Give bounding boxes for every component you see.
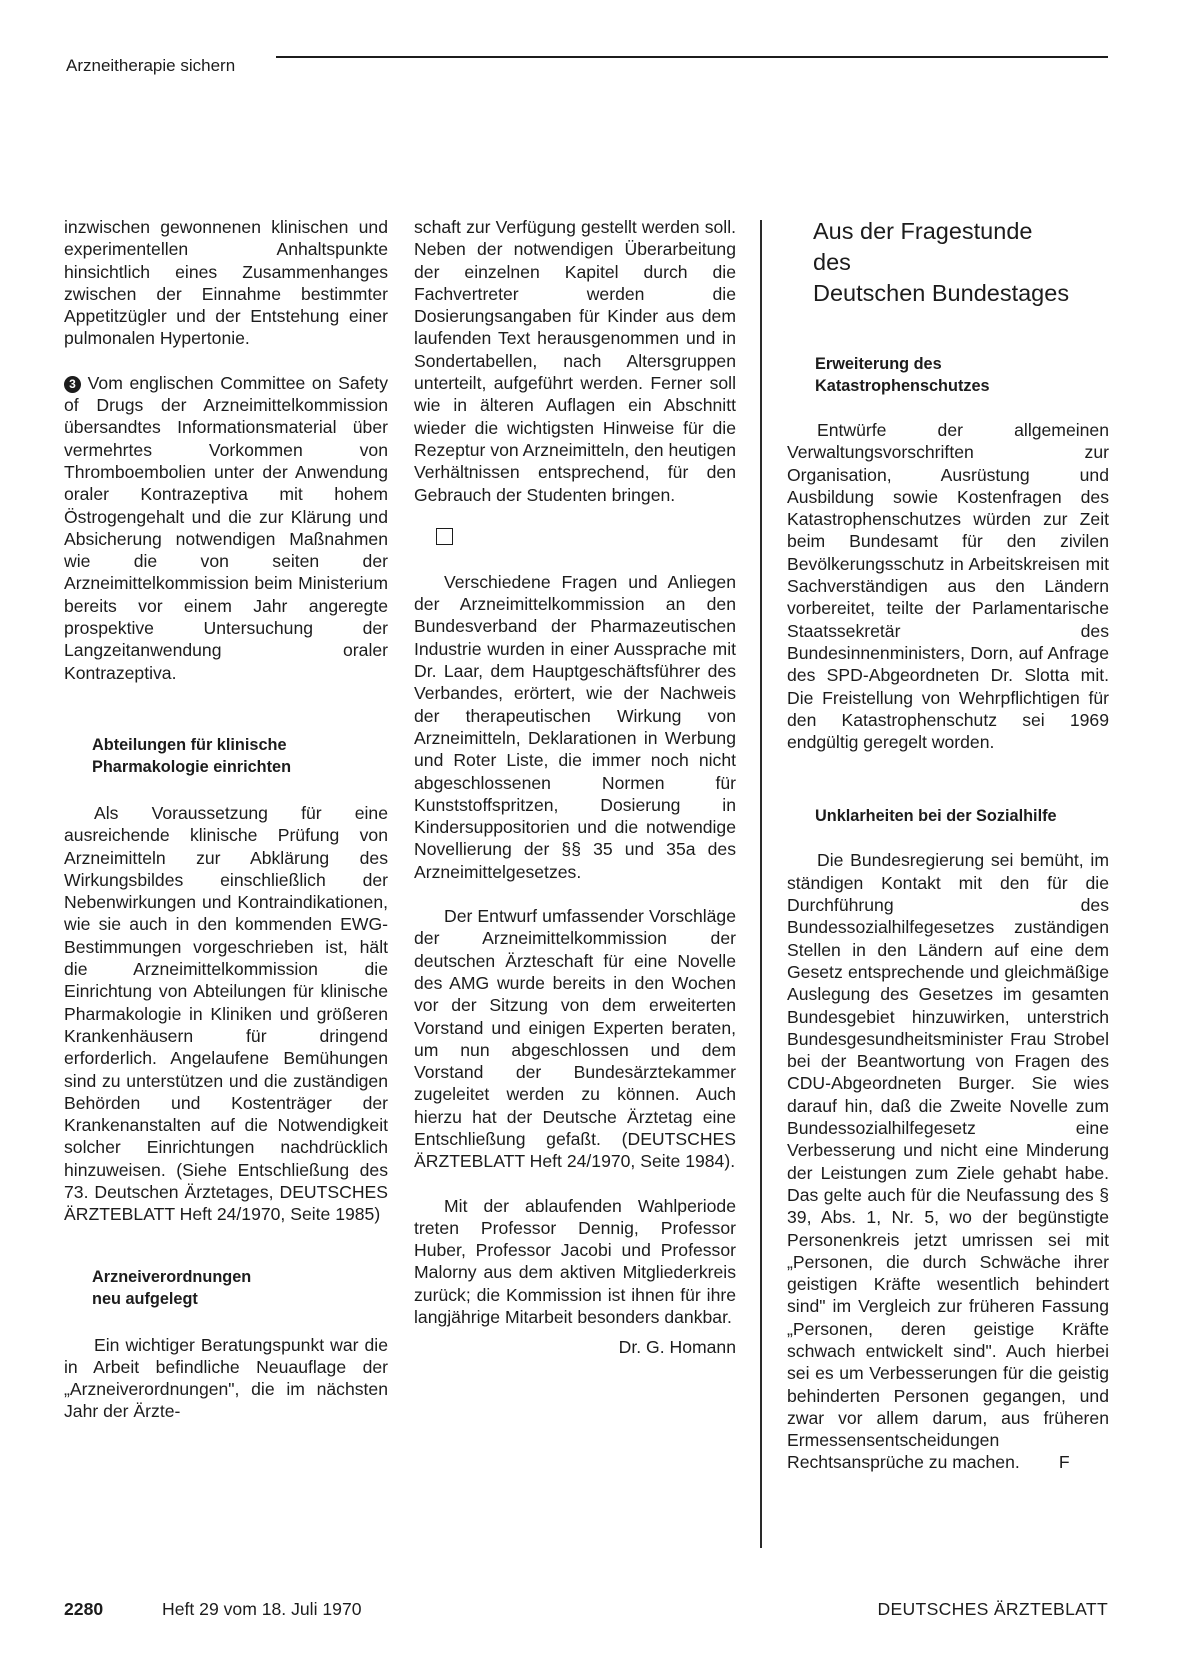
header-rule [276,56,1108,58]
column-1 [64,216,388,1423]
col1-paragraph-2-wrap [64,372,388,684]
col2-paragraph-1: schaft zur Verfügung gestellt werden soll. Neben der notwendigen Überarbeitung der einzelnen Kapitel durch die Fachvertreter werden die Dosierungsangaben für Kinder aus dem laufenden Text herausgenommen und in Sondertabellen, nach Altersgruppen unterteilt, aufgeführt werden. Ferner soll wie in älteren Auflagen ein Abschnitt wieder die wichtigsten Hinweise für die Rezeptur von Arzneimitteln, den heutigen Verhältnissen entsprechend, für den Gebrauch der Studenten bringen. [414,217,736,505]
col3-heading-1: Erweiterung des Katastrophenschutzes [815,355,990,395]
numbered-marker-icon: 3 [64,376,81,393]
col2-paragraph-3: Der Entwurf umfassender Vorschläge der Arzneimittelkommission der deutschen Ärzteschaft für eine Novelle des AMG wurde bereits in den Wochen vor der Sitzung von dem erweiterten Vorstand und einigen Experten beraten, um nun abgeschlossen und dem Vorstand der Bundesärztekammer zugeleitet werden zu können. Auch hierzu hat der Deutsche Ärztetag eine Entschließung gefaßt. (DEUTSCHES ÄRZTEBLATT Heft 24/1970, Seite 1984). [414,906,736,1172]
column-3 [787,216,1109,1474]
header-title: Arzneitherapie sichern [66,56,236,75]
column-divider [760,220,762,1548]
col3-heading-2: Unklarheiten bei der Sozialhilfe [815,807,1057,826]
issue-info: Heft 29 vom 18. Juli 1970 [162,1599,362,1619]
col3-paragraph-1: Entwürfe der allgemeinen Verwaltungsvorschriften zur Organisation, Ausrüstung und Ausbildung sowie Kostenfragen des Katastrophenschutzes würden zur Zeit beim Bundesamt für den zivilen Bevölkerungsschutz in Arbeitskreisen mit Sachverständigen aus den Ländern vorbereitet, teilte der Parlamentarische Staatssekretär des Bundesinnenministers, Dorn, auf Anfrage des SPD-Abgeordneten Dr. Slotta mit. Die Freistellung von Wehrpflichtigen für den Katastrophenschutz sei 1969 endgültig geregelt worden. [787,420,1109,753]
col1-paragraph-1: inzwischen gewonnenen klinischen und experimentellen Anhaltspunkte hinsichtlich eines Zusammenhanges zwischen der Einnahme bestimmter Appetitzügler und der Entstehung einer pulmonalen Hypertonie. [64,217,388,349]
running-header [66,56,1108,80]
section-title: Aus der Fragestunde des Deutschen Bundestages [813,218,1070,306]
col1-paragraph-3: Als Voraussetzung für eine ausreichende klinische Prüfung von Arzneimitteln zur Abklärung des Wirkungsbildes einschließlich der Nebenwirkungen und Kontraindikationen, wie sie auch in den kommenden EWG-Bestimmungen vorgeschrieben ist, hält die Arzneimittelkommission die Einrichtung von Abteilungen für klinische Pharmakologie in Kliniken und größeren Krankenhäusern für dringend erforderlich. Angelaufene Bemühungen sind zu unterstützen und die zuständigen Behörden und Kostenträger der Krankenanstalten auf die Notwendigkeit solcher Einrichtungen nachdrücklich hinzuweisen. (Siehe Entschließung des 73. Deutschen Ärztetages, DEUTSCHES ÄRZTEBLATT Heft 24/1970, Seite 1985) [64,802,388,1225]
col3-paragraph-2: Die Bundesregierung sei bemüht, im ständigen Kontakt mit den für die Durchführung des Bundessozialhilfegesetzes zuständigen Stellen in den Ländern auf eine dem Gesetz entsprechende und gleichmäßige Auslegung des Gesetzes im gesamten Bundesgebiet hinzuwirken, unterstrich Bundesgesundheitsminister Frau Strobel bei der Beantwortung von Fragen des CDU-Abgeordneten Burger. Sie wies darauf hin, daß die Zweite Novelle zum Bundessozialhilfegesetz eine Verbesserung und nicht eine Minderung der Leistungen zum Ziele gehabt habe. Das gelte auch für die Neufassung des § 39, Abs. 1, Nr. 5, wo der begünstigte Personenkreis jetzt umrissen sei mit „Personen, die durch Schwäche ihrer geistigen Kräfte wesentlich behindert sind" im Vergleich zur früheren Fassung „Personen, deren geistige Kräfte schwach entwickelt sind". Auch hierbei sei es um Verbesserungen für die geistig behinderten Personen gegangen, und zwar vor allem darum, aus früheren Ermessensentscheidungen Rechtsansprüche zu machen. F [787,850,1109,1473]
col1-paragraph-2: Vom englischen Committee on Safety of Drugs der Arzneimittelkommission übersandtes Informationsmaterial über vermehrtes Vorkommen von Thromboembolien unter der Anwendung oraler Kontrazeptiva mit hohem Östrogengehalt und die zur Klärung und Absicherung notwendigen Maßnahmen wie die von seiten der Arzneimittelkommission beim Ministerium bereits vor einem Jahr angeregte prospektive Untersuchung der Langzeitanwendung oraler Kontrazeptiva. [64,372,388,683]
end-mark: F [1058,1452,1070,1473]
col1-heading-2: Arzneiverordnungen neu aufgelegt [92,1267,252,1308]
col1-paragraph-4: Ein wichtiger Beratungspunkt war die in Arbeit befindliche Neuauflage der „Arzneiverordnungen", die im nächsten Jahr der Ärzte- [64,1334,388,1422]
col1-heading-1: Abteilungen für klinische Pharmakologie einrichten [92,735,292,776]
author-signature: Dr. G. Homann [618,1337,736,1358]
col2-paragraph-2: Verschiedene Fragen und Anliegen der Arzneimittelkommission an den Bundesverband der Pharmazeutischen Industrie wurden in einer Aussprache mit Dr. Laar, dem Hauptgeschäftsführer des Verbandes, erörtert, wie der Nachweis der therapeutischen Wirkung von Arzneimitteln, Deklarationen in Werbung und Roter Liste, die immer noch nicht abgeschlossenen Normen für Kunststoffspritzen, Dosierung in Kindersuppositorien und die notwendige Novellierung der §§ 35 und 35a des Arzneimittelgesetzes. [414,571,736,882]
page-number: 2280 [64,1599,104,1619]
publication-name: DEUTSCHES ÄRZTEBLATT [877,1599,1108,1619]
end-square-icon [436,528,453,545]
col2-paragraph-4: Mit der ablaufenden Wahlperiode treten Professor Dennig, Professor Huber, Professor Jacobi und Professor Malorny aus dem aktiven Mitgliederkreis zurück; die Kommission ist ihnen für ihre langjährige Mitarbeit besonders dankbar. [414,1195,736,1328]
column-2 [414,216,736,1359]
